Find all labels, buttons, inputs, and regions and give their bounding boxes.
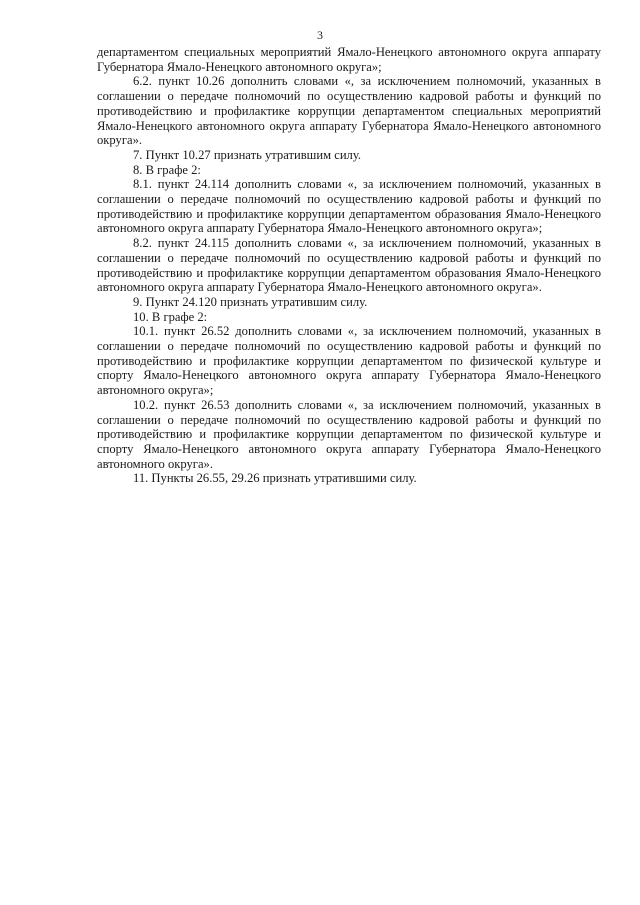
paragraph: 10.1. пункт 26.52 дополнить словами «, за исключением полномочий, указанных в соглашении о передаче полномочий по осуществлению кадровой работы и функций по противодействию и профилактике коррупции департаментом по физической культуре и спорту Ямало-Ненецкого автономного округа аппарату Губернатора Ямало-Ненецкого автономного округа»; [97, 324, 601, 398]
page-number: 3 [317, 28, 323, 42]
paragraph: 8.2. пункт 24.115 дополнить словами «, за исключением полномочий, указанных в соглашении о передаче полномочий по осуществлению кадровой работы и функций по противодействию и профилактике коррупции департаментом образования Ямало-Ненецкого автономного округа аппарату Губернатора Ямало-Ненецкого автономного округа». [97, 236, 601, 295]
paragraph: 7. Пункт 10.27 признать утратившим силу. [133, 147, 362, 162]
paragraph: 10. В графе 2: [133, 309, 208, 324]
paragraph: 10.2. пункт 26.53 дополнить словами «, за исключением полномочий, указанных в соглашении о передаче полномочий по осуществлению кадровой работы и функций по противодействию и профилактике коррупции департаментом по физической культуре и спорту Ямало-Ненецкого автономного округа аппарату Губернатора Ямало-Ненецкого автономного округа». [97, 397, 601, 471]
paragraph: 8. В графе 2: [133, 162, 201, 177]
paragraph: департаментом специальных мероприятий Ямало-Ненецкого автономного округа аппарату Губернатора Ямало-Ненецкого автономного округа»; [97, 45, 601, 74]
paragraph: 8.1. пункт 24.114 дополнить словами «, за исключением полномочий, указанных в соглашении о передаче полномочий по осуществлению кадровой работы и функций по противодействию и профилактике коррупции департаментом образования Ямало-Ненецкого автономного округа аппарату Губернатора Ямало-Ненецкого автономного округа»; [97, 177, 601, 236]
paragraph: 6.2. пункт 10.26 дополнить словами «, за исключением полномочий, указанных в соглашении о передаче полномочий по осуществлению кадровой работы и функций по противодействию и профилактике коррупции департаментом специальных мероприятий Ямало-Ненецкого автономного округа аппарату Губернатора Ямало-Ненецкого автономного округа». [97, 74, 601, 148]
paragraph: 11. Пункты 26.55, 29.26 признать утратившими силу. [133, 471, 417, 486]
document-body [97, 45, 601, 486]
paragraph: 9. Пункт 24.120 признать утратившим силу. [133, 294, 368, 309]
